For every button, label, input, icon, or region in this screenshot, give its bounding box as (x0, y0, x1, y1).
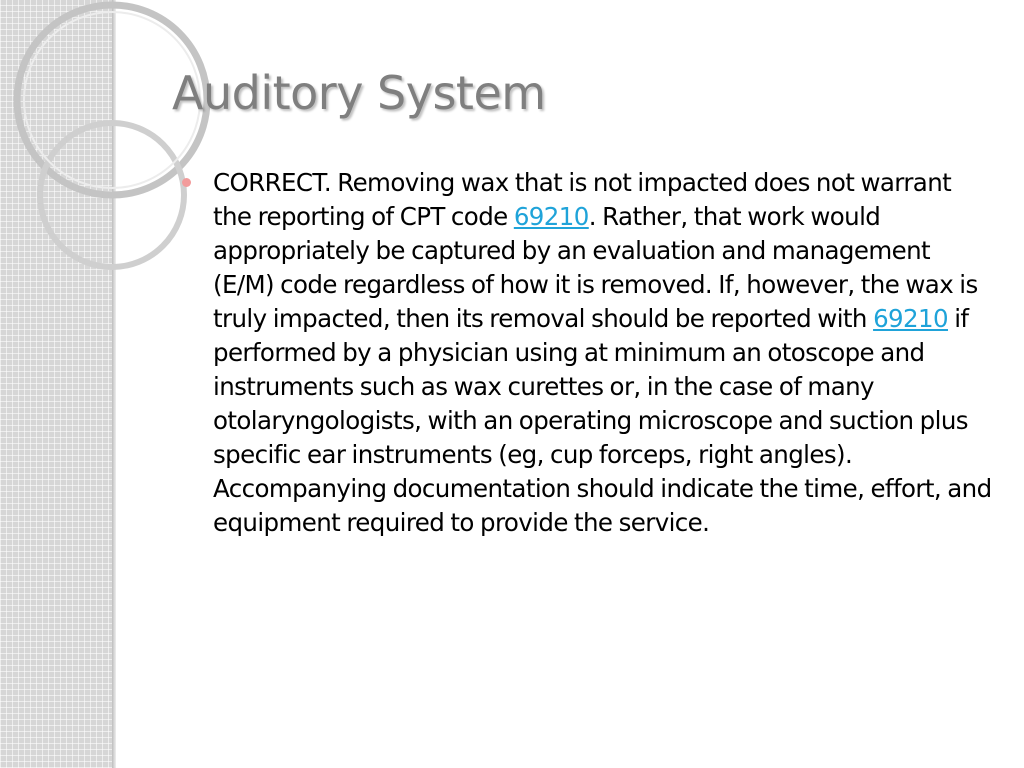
body-text-part-2: . Rather, that work would appropriately be captured by an evaluation and management (E/M) code regardless of how it is removed. If, however, the wax is truly impacted, then its removal should be reported with (213, 202, 978, 333)
slide-content (182, 166, 992, 540)
bullet-icon (182, 178, 191, 187)
decorative-circles (0, 0, 180, 360)
body-paragraph (213, 166, 992, 540)
slide-title: Auditory System (172, 66, 546, 120)
body-text-part-1: CORRECT. Removing wax that is not impacted does not warrant the reporting of CPT code (213, 168, 952, 231)
cpt-code-link-1[interactable]: 69210 (513, 202, 589, 231)
cpt-code-link-2[interactable]: 69210 (873, 304, 949, 333)
body-text-part-3: if performed by a physician using at minimum an otoscope and instruments such as wax curettes or, in the case of many otolaryngologists, with an operating microscope and suction plus specific ear instruments (eg, cup forceps, right angles). Accompanying documentation should indicate the time, effort, and equipment required to provide the service. (213, 304, 992, 537)
